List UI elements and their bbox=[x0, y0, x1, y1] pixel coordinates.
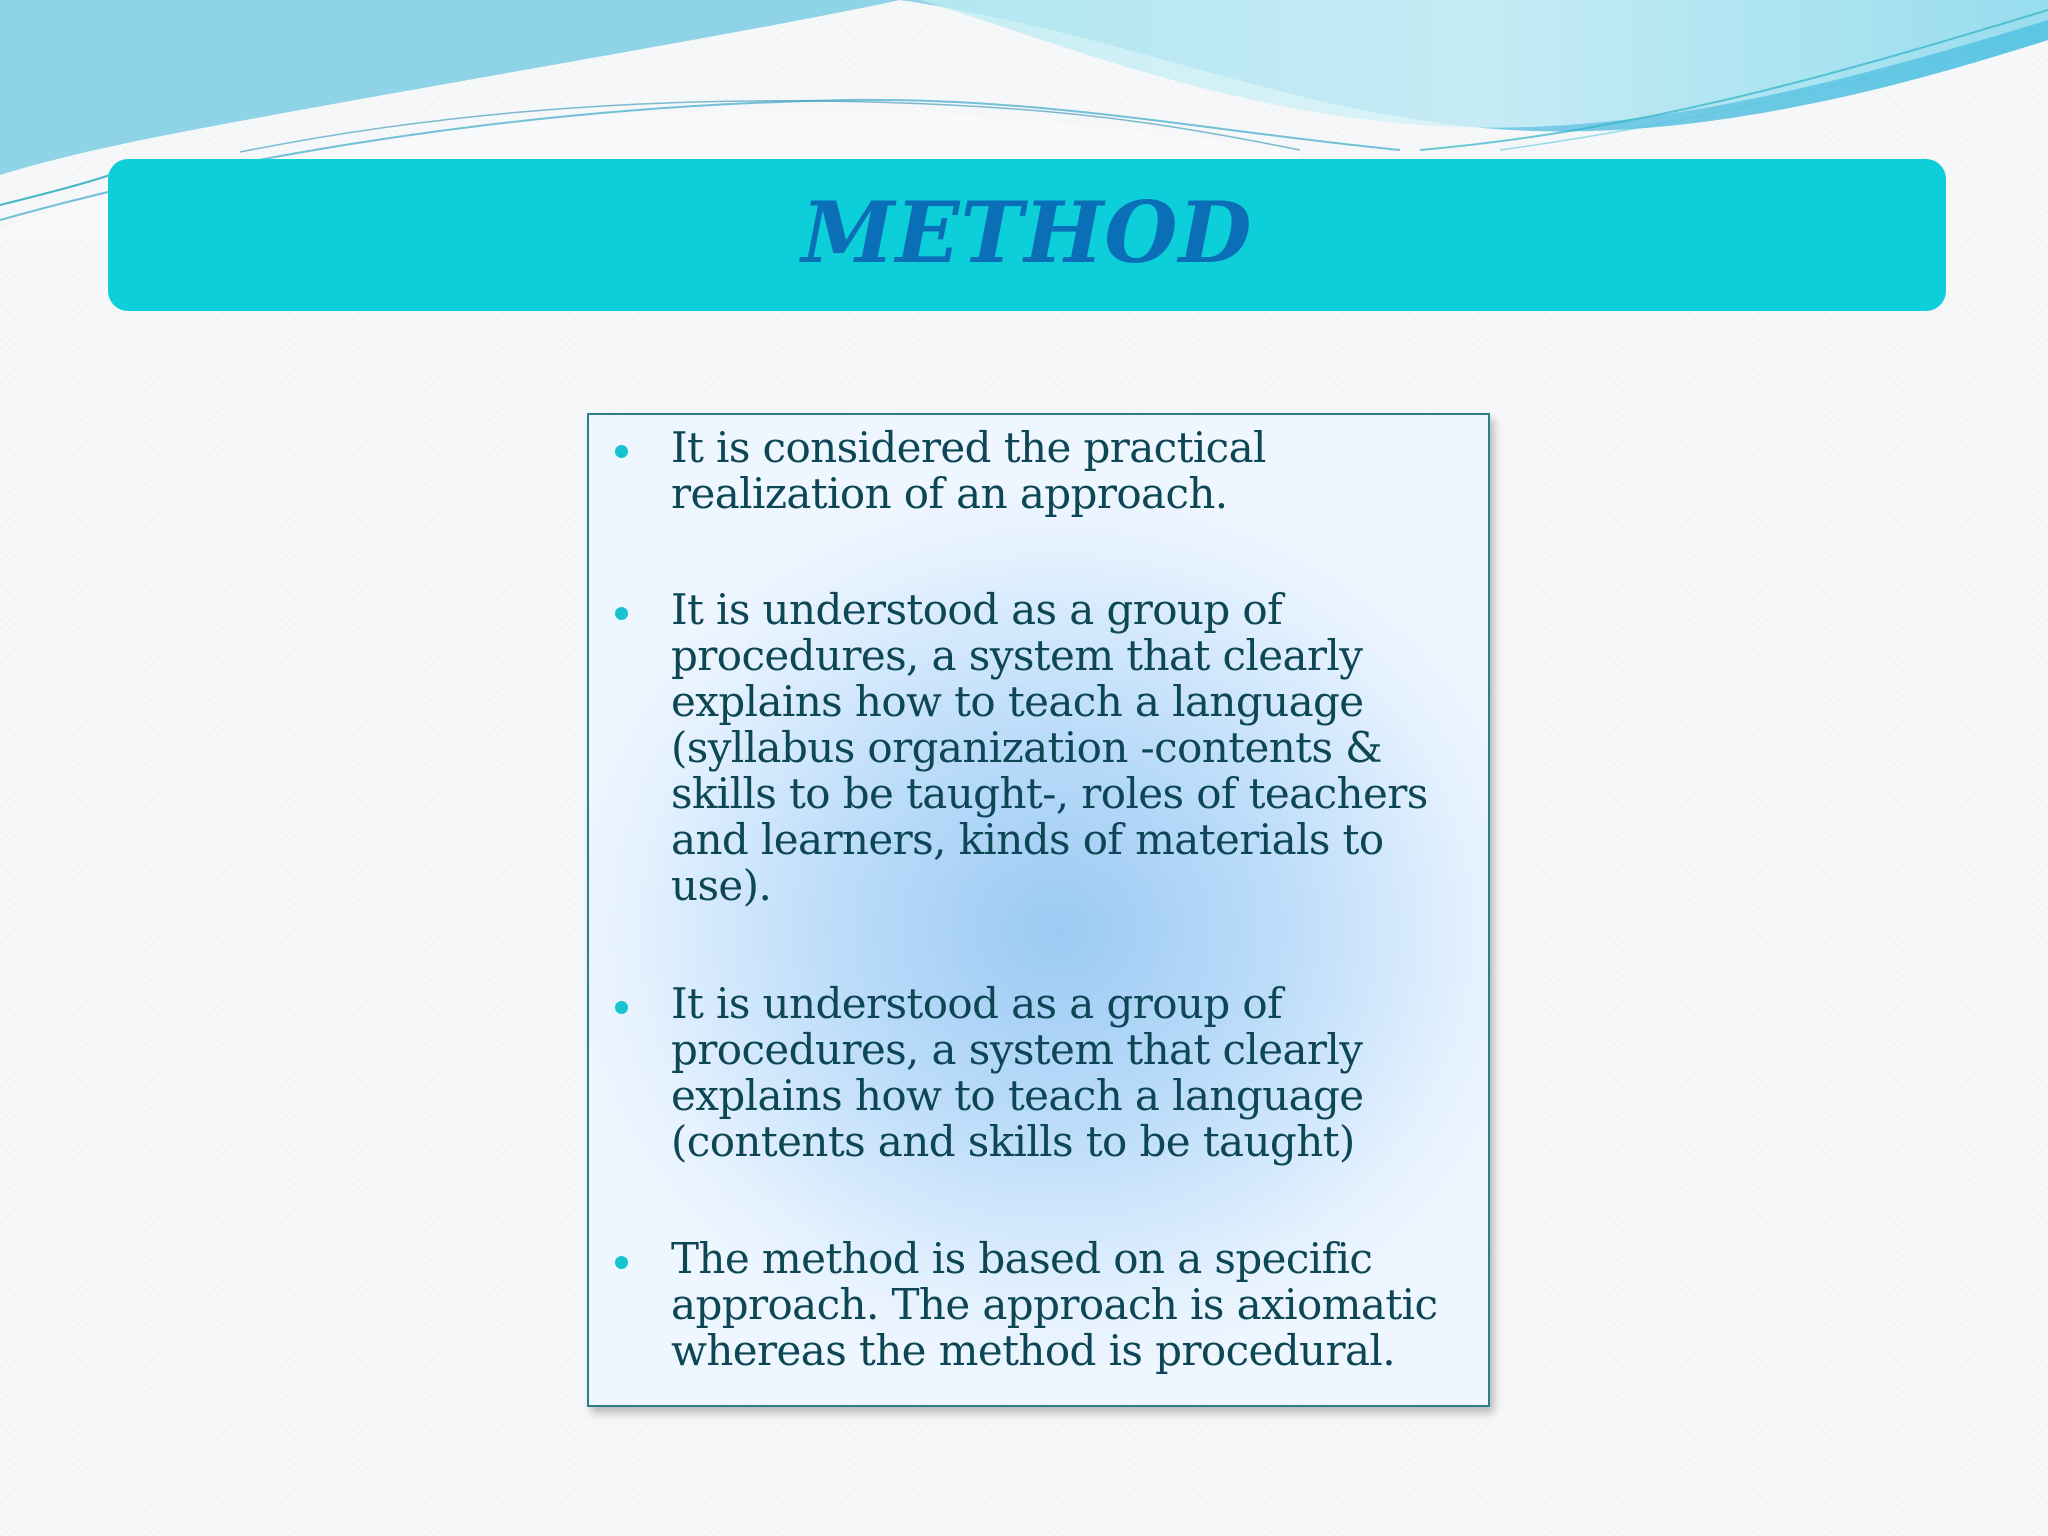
title-bar bbox=[108, 159, 1946, 311]
bullet-text: The method is based on a specific approach. The approach is axiomatic whereas the method is procedural. bbox=[671, 1234, 1438, 1375]
bullet-dot-icon bbox=[615, 1256, 628, 1269]
slide-title: METHOD bbox=[801, 182, 1253, 282]
bullet-text: It is understood as a group of procedures, a system that clearly explains how to teach a language (contents and skills to be taught) bbox=[671, 979, 1364, 1166]
bullet-dot-icon bbox=[615, 1001, 628, 1014]
bullet-dot-icon bbox=[615, 445, 628, 458]
bullet-text: It is understood as a group of procedures, a system that clearly explains how to teach a language (syllabus organization -contents & skills to be taught-, roles of teachers and learners, kinds of materials to use). bbox=[671, 585, 1428, 910]
content-box bbox=[587, 413, 1490, 1407]
bullet-text: It is considered the practical realization of an approach. bbox=[671, 423, 1266, 518]
bullet-dot-icon bbox=[615, 607, 628, 620]
